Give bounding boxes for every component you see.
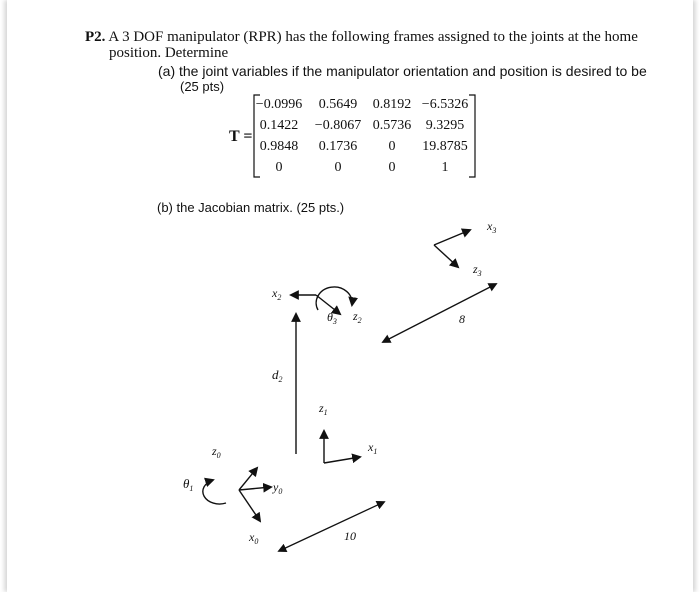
frame-1	[318, 401, 377, 463]
dimension-10-label: 10	[344, 529, 356, 543]
problem-number: P2.	[85, 29, 106, 45]
matrix-cell: 0	[388, 139, 396, 154]
x2-label: $x_2$	[272, 286, 282, 302]
theta3-rotation-arrow	[316, 287, 352, 310]
dimension-8-line	[383, 284, 496, 342]
z0-label: $z_0$	[212, 444, 221, 460]
x3-axis-arrow	[434, 230, 470, 245]
theta1-label: $\theta_1$	[183, 476, 194, 493]
matrix-cell: 0	[275, 160, 283, 175]
frame-0	[183, 444, 282, 546]
problem-statement-line1: P2. A 3 DOF manipulator (RPR) has the following frames assigned to the joints at the home	[85, 29, 638, 45]
z3-axis-arrow	[434, 245, 458, 267]
matrix-cell: 0.8192	[372, 97, 412, 112]
d2-label: $d_2$	[272, 367, 283, 384]
x0-label: $x_0$	[249, 530, 259, 546]
z3-label: $z_3$	[473, 262, 482, 278]
x1-label: $x_1$	[368, 440, 378, 456]
x0-axis-arrow	[239, 490, 260, 521]
dimension-10-line	[279, 502, 384, 551]
frame-2	[271, 286, 362, 326]
frame-3	[434, 219, 496, 278]
matrix-cell: 0.5736	[372, 118, 412, 133]
d2-prismatic-axis	[272, 314, 296, 454]
theta1-rotation-arrow	[203, 480, 226, 504]
matrix-cell: 0.1422	[259, 118, 299, 133]
matrix-cell: 0	[388, 160, 396, 175]
matrix-cell: 0	[334, 160, 342, 175]
matrix-cell: −6.5326	[421, 97, 469, 112]
z1-label: $z_1$	[319, 401, 328, 417]
dimension-10	[279, 502, 384, 551]
matrix-label: T =	[229, 128, 253, 145]
z2-label: $z_2$	[353, 309, 362, 325]
matrix-cell: 0.9848	[259, 139, 299, 154]
problem-statement-line2: position. Determine	[109, 45, 229, 61]
y0-axis-arrow	[239, 487, 271, 490]
part-a-points: (25 pts)	[180, 79, 225, 94]
matrix-cell: 9.3295	[425, 118, 465, 133]
part-b-text: (b) the Jacobian matrix. (25 pts.)	[157, 200, 345, 215]
x3-label: $x_3$	[487, 219, 497, 235]
theta3-label: $\theta_3$	[327, 310, 337, 326]
x1-axis-arrow	[324, 457, 360, 463]
dimension-8	[383, 284, 496, 342]
matrix-cell: 0.1736	[318, 139, 358, 154]
matrix-cell: −0.8067	[314, 118, 362, 133]
matrix-cell: 1	[441, 160, 449, 175]
matrix-cell: −0.0996	[255, 97, 303, 112]
y0-label: $y_0$	[273, 480, 283, 496]
z0-axis-arrow	[239, 468, 257, 490]
matrix-cell: 0.5649	[318, 97, 358, 112]
dimension-8-label: 8	[459, 312, 465, 326]
part-a-text: (a) the joint variables if the manipulator orientation and position is desired to be	[158, 63, 647, 79]
matrix-cell: 19.8785	[422, 139, 468, 154]
